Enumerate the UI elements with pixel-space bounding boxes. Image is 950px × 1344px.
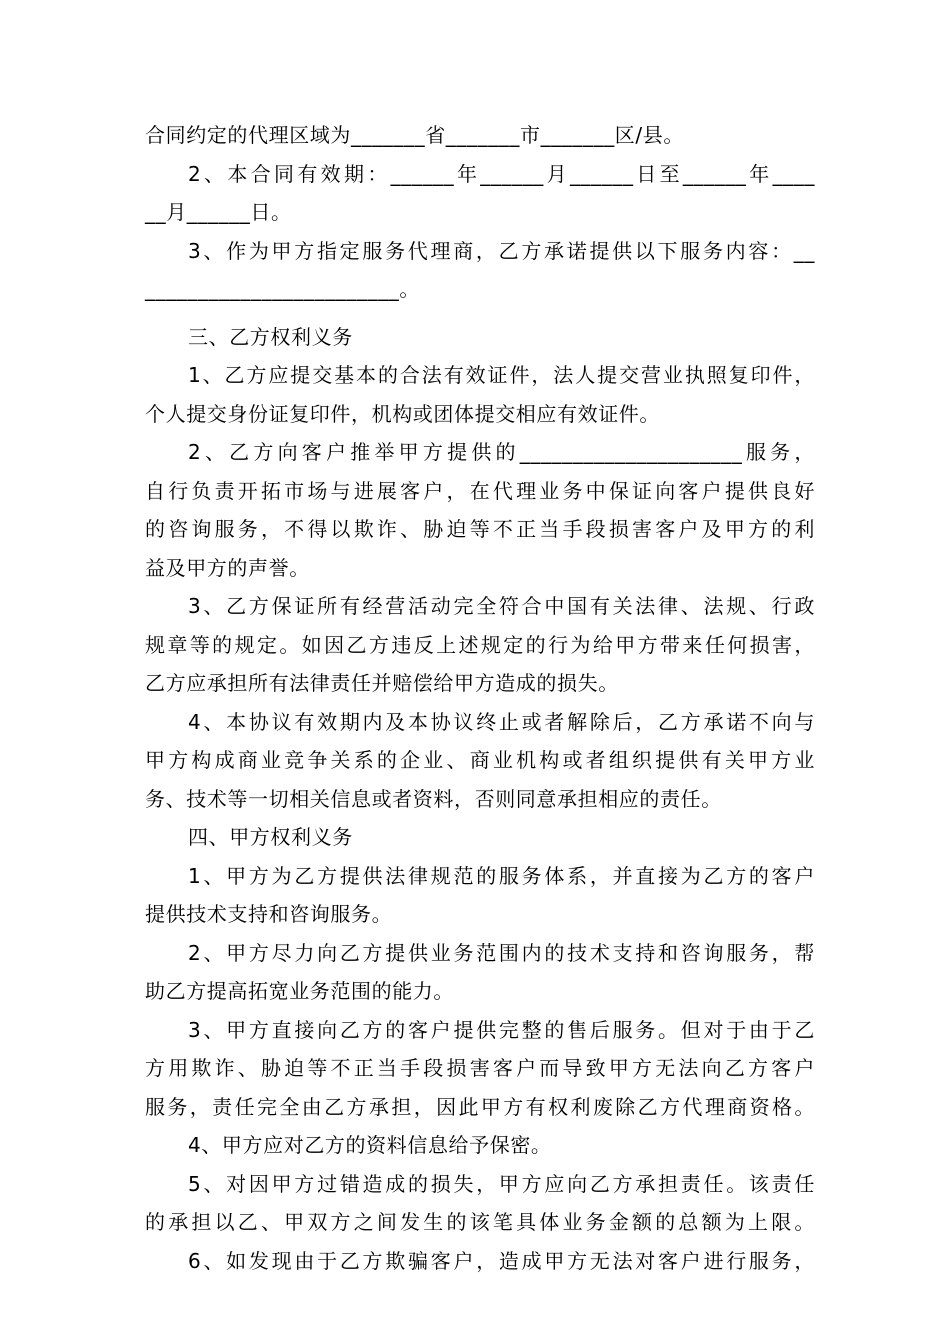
document-line: 服务，责任完全由乙方承担，因此甲方有权利废除乙方代理商资格。 xyxy=(145,1094,815,1119)
document-line: 1、乙方应提交基本的合法有效证件，法人提交营业执照复印件， xyxy=(188,363,815,387)
document-line: 益及甲方的声誉。 xyxy=(145,555,310,580)
document-line: ________________________。 xyxy=(145,277,420,301)
document-line: 方用欺诈、胁迫等不正当手段损害客户而导致甲方无法向乙方客户 xyxy=(145,1056,815,1080)
document-line: 2、甲方尽力向乙方提供业务范围内的技术支持和咨询服务，帮 xyxy=(188,940,815,965)
document-body xyxy=(145,116,815,1280)
document-line: __月______日。 xyxy=(145,200,292,224)
document-line: 提供技术支持和咨询服务。 xyxy=(145,902,393,926)
document-line: 2、乙方向客户推举甲方提供的_____________________服务， xyxy=(188,440,815,464)
document-line: 3、甲方直接向乙方的客户提供完整的售后服务。但对于由于乙 xyxy=(188,1017,815,1042)
document-line: 助乙方提高拓宽业务范围的能力。 xyxy=(145,979,454,1003)
document-line: 4、本协议有效期内及本协议终止或者解除后，乙方承诺不向与 xyxy=(188,709,815,734)
document-line: 合同约定的代理区域为_______省_______市_______区/县。 xyxy=(145,123,684,147)
document-line: 的承担以乙、甲双方之间发生的该笔具体业务金额的总额为上限。 xyxy=(145,1210,815,1234)
document-line: 2、本合同有效期：______年______月______日至______年____ xyxy=(188,161,815,186)
document-line: 5、对因甲方过错造成的损失，甲方应向乙方承担责任。该责任 xyxy=(188,1171,815,1196)
document-line: 3、作为甲方指定服务代理商，乙方承诺提供以下服务内容：__ xyxy=(188,238,815,263)
document-line: 务、技术等一切相关信息或者资料，否则同意承担相应的责任。 xyxy=(145,786,722,811)
document-line: 4、甲方应对乙方的资料信息给予保密。 xyxy=(188,1133,552,1157)
document-line: 6、如发现由于乙方欺骗客户，造成甲方无法对客户进行服务， xyxy=(188,1248,815,1273)
document-line: 乙方应承担所有法律责任并赔偿给甲方造成的损失。 xyxy=(145,671,619,695)
document-line: 3、乙方保证所有经营活动完全符合中国有关法律、法规、行政 xyxy=(188,594,815,618)
document-line: 1、甲方为乙方提供法律规范的服务体系，并直接为乙方的客户 xyxy=(188,863,815,888)
document-line: 四、甲方权利义务 xyxy=(188,825,353,849)
document-line: 规章等的规定。如因乙方违反上述规定的行为给甲方带来任何损害， xyxy=(145,632,815,657)
document-line: 的咨询服务，不得以欺诈、胁迫等不正当手段损害客户及甲方的利 xyxy=(145,517,815,541)
document-line: 自行负责开拓市场与进展客户，在代理业务中保证向客户提供良好 xyxy=(145,478,815,503)
document-line: 三、乙方权利义务 xyxy=(188,324,353,349)
document-line: 甲方构成商业竞争关系的企业、商业机构或者组织提供有关甲方业 xyxy=(145,748,815,772)
document-line: 个人提交身份证复印件，机构或团体提交相应有效证件。 xyxy=(145,401,660,426)
